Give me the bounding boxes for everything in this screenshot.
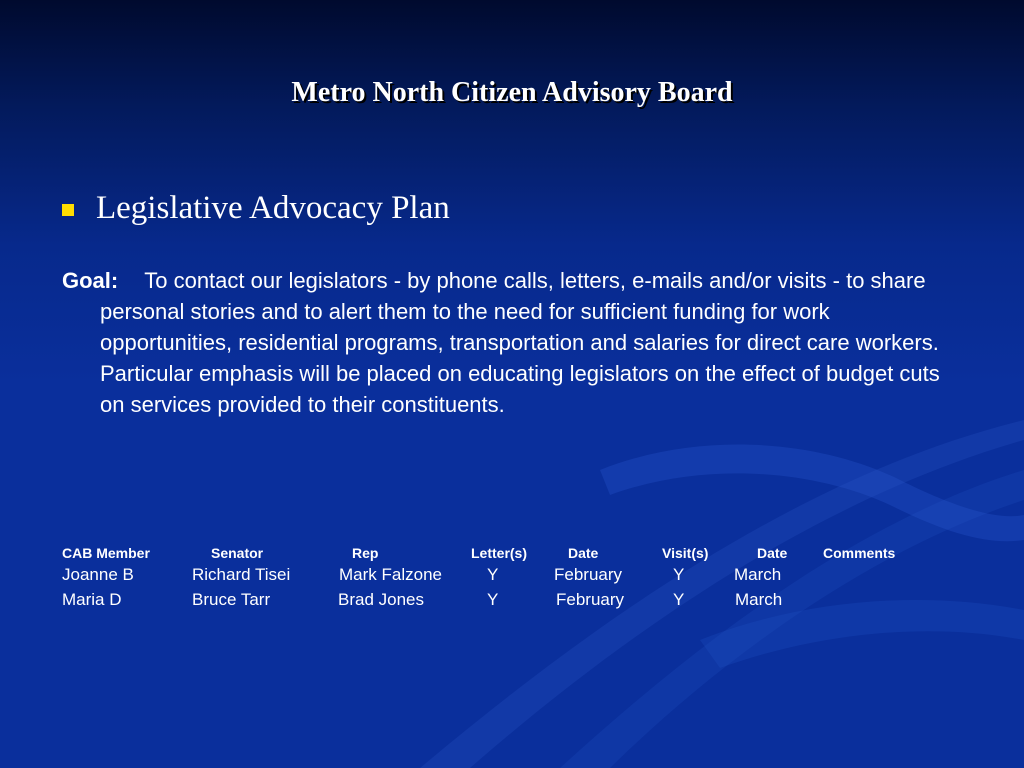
bullet-text: Legislative Advocacy Plan [96,190,450,226]
table-cell: Bruce Tarr [192,590,271,609]
header-senator: Senator [211,545,264,561]
header-cab-member: CAB Member [62,545,150,561]
header-rep: Rep [352,545,379,561]
header-letter-date: Date [568,545,599,561]
table-cell: Y [487,590,499,609]
table-cell: Brad Jones [338,590,424,609]
header-letters: Letter(s) [471,545,528,561]
table-cell: Joanne B [62,565,134,584]
goal-text: To contact our legislators - by phone calls, letters, e-mails and/or visits - to share personal stories and to alert them to the need for sufficient funding for work opportunities, residential programs, transportation and salaries for direct care workers. Particular emphasis will be placed on educating legislators on the effect of budget cuts on services provided to their constituents. [100,268,940,417]
goal-paragraph [62,265,962,420]
header-comments: Comments [823,545,896,561]
table-cell: Mark Falzone [339,565,442,584]
goal-label: Goal: [62,268,119,293]
table-cell: March [734,565,782,584]
table-cell: March [735,590,783,609]
bullet-item [62,190,450,227]
slide-title: Metro North Citizen Advisory Board [291,77,733,108]
header-visits: Visit(s) [662,545,709,561]
square-bullet-icon [62,204,74,216]
table-cell: February [554,565,623,584]
header-visit-date: Date [757,545,788,561]
table-cell: Richard Tisei [192,565,291,584]
table-cell: February [556,590,625,609]
table-cell: Y [673,565,685,584]
table-cell: Maria D [62,590,122,609]
table-cell: Y [487,565,499,584]
table-cell: Y [673,590,685,609]
